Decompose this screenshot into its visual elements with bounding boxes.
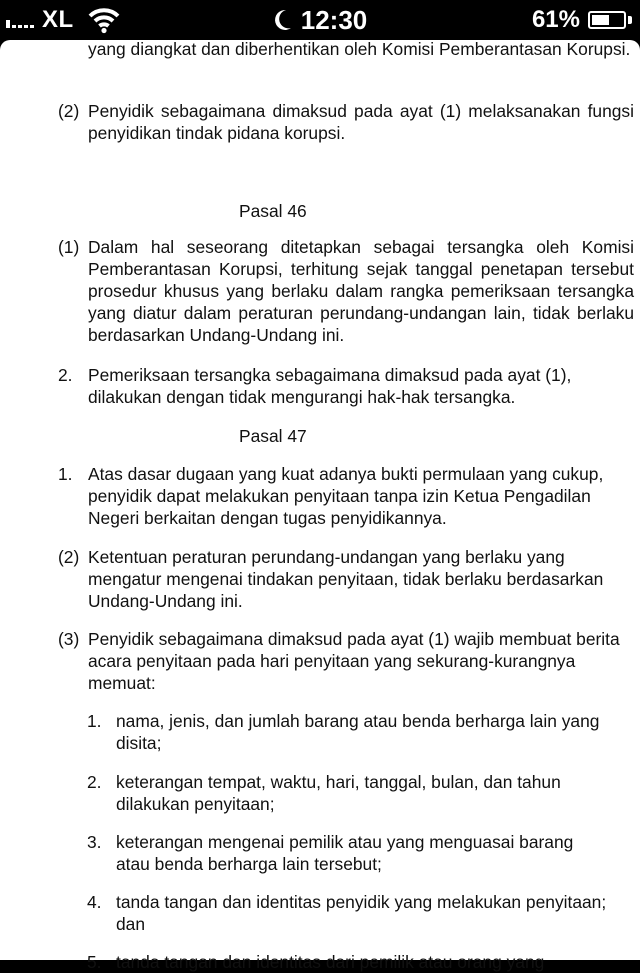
sub-list-item (87, 710, 607, 754)
item-text: Ketentuan peraturan perundang-undangan yang berlaku yang mengatur mengenai tindakan penyitaan, tidak berlaku berdasarkan Undang-Undang ini. (88, 547, 604, 611)
pasal-46-heading: Pasal 46 (239, 201, 307, 221)
item-text: Pemeriksaan tersangka sebagaimana dimaksud pada ayat (1), dilakukan dengan tidak mengurangi hak-hak tersangka. (88, 365, 572, 407)
sub-list-item (87, 771, 607, 815)
lead-continuation-text: yang diangkat dan diberhentikan oleh Komisi Pemberantasan Korupsi. (88, 39, 631, 59)
list-item (58, 100, 634, 144)
item-number: (2) (58, 547, 80, 567)
item-number: (1) (58, 237, 80, 257)
item-text: Atas dasar dugaan yang kuat adanya bukti permulaan yang cukup, penyidik dapat melakukan penyitaan tanpa izin Ketua Pengadilan Negeri berkaitan dengan tugas penyidikannya. (88, 464, 604, 528)
item-text: keterangan mengenai pemilik atau yang menguasai barang atau benda berharga lain tersebut; (116, 832, 574, 874)
item-number: (2) (58, 101, 80, 121)
item-number: (3) (58, 629, 80, 649)
item-number: 1. (58, 464, 73, 484)
item-text: Dalam hal seseorang ditetapkan sebagai tersangka oleh Komisi Pemberantasan Korupsi, terhitung sejak tanggal penetapan tersebut prosedur khusus yang berlaku dalam rangka pemeriksaan tersangka yang diatur dalam peraturan perundang-undangan lain, tidak berlaku berdasarkan Undang-Undang ini. (88, 237, 634, 345)
item-number: 2. (87, 772, 102, 792)
item-text: tanda tangan dan identitas penyidik yang melakukan penyitaan; dan (116, 892, 607, 934)
item-number: 2. (58, 365, 73, 385)
document-page[interactable] (0, 39, 640, 972)
sub-list-item (87, 831, 607, 875)
do-not-disturb-moon-icon (273, 8, 293, 32)
item-text: Penyidik sebagaimana dimaksud pada ayat (1) wajib membuat berita acara penyitaan pada hari penyitaan yang sekurang-kurangnya memuat: (88, 629, 620, 693)
list-item (58, 463, 634, 529)
list-item (58, 628, 634, 694)
list-item (58, 546, 634, 612)
item-number: 4. (87, 892, 102, 912)
item-number: 1. (87, 711, 102, 731)
list-item (58, 364, 634, 408)
item-text: nama, jenis, dan jumlah barang atau benda berharga lain yang disita; (116, 711, 600, 753)
sub-list-item (87, 951, 607, 973)
pasal-47-heading: Pasal 47 (239, 426, 307, 446)
status-bar (0, 0, 640, 40)
item-number: 5. (87, 952, 102, 972)
carrier-name: XL (42, 6, 74, 33)
list-item (58, 236, 634, 346)
battery-percentage: 61% (531, 6, 580, 33)
item-text: tanda tangan dan identitas dari pemilik atau orang yang (116, 952, 545, 972)
sub-list-item (87, 891, 607, 935)
clock: 12:30 (300, 4, 368, 35)
item-text: Penyidik sebagaimana dimaksud pada ayat (1) melaksanakan fungsi penyidikan tindak pidana korupsi. (88, 101, 634, 143)
item-text: keterangan tempat, waktu, hari, tanggal, bulan, dan tahun dilakukan penyitaan; (116, 772, 561, 814)
battery-icon (588, 11, 626, 29)
item-number: 3. (87, 832, 102, 852)
